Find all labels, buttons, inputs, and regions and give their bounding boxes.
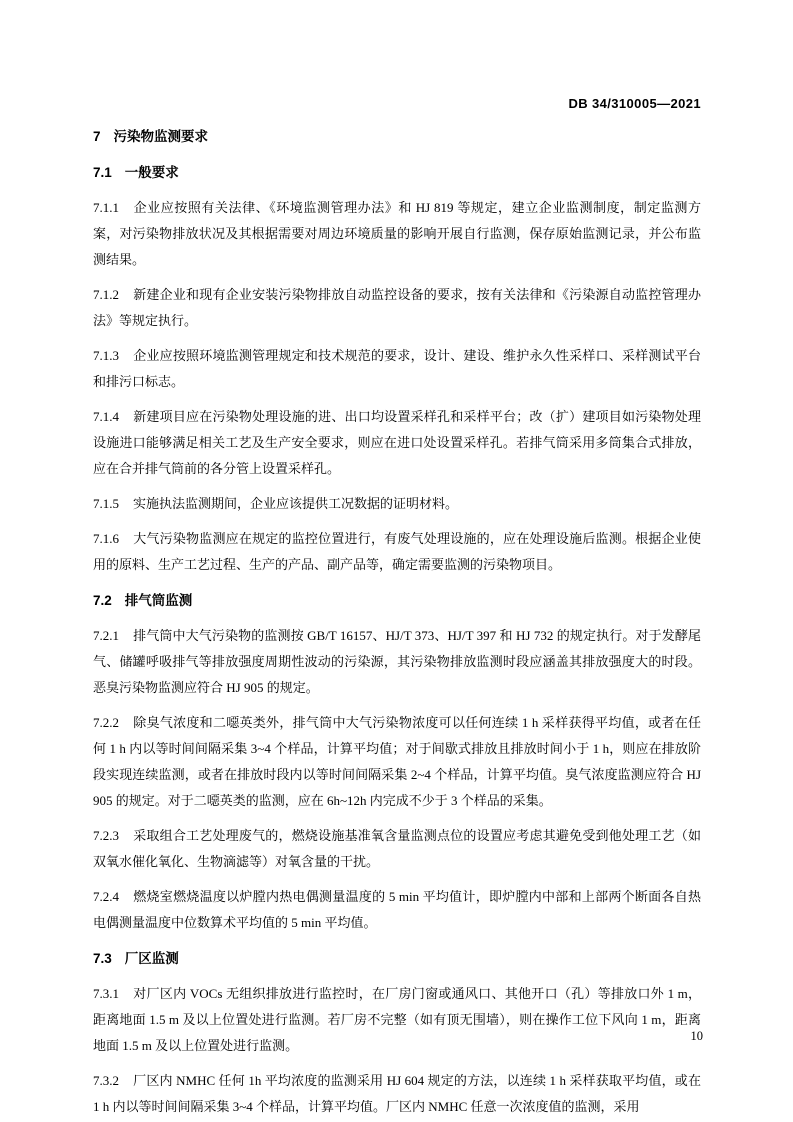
clause-text: 采取组合工艺处理废气的，燃烧设施基准氧含量监测点位的设置应考虑其避免受到他处理工艺（如双氧水催化氧化、生物滴滤等）对氧含量的干扰。 (93, 828, 701, 869)
clause-number: 7.2.3 (93, 828, 119, 843)
clause-number: 7.1.1 (93, 200, 119, 215)
clause-text: 大气污染物监测应在规定的监控位置进行，有废气处理设施的，应在处理设施后监测。根据企业使用的原料、生产工艺过程、生产的产品、副产品等，确定需要监测的污染物项目。 (93, 531, 701, 572)
section-heading-7-3 (93, 946, 701, 972)
section-number: 7.1 (93, 165, 112, 180)
clause-text: 新建企业和现有企业安装污染物排放自动监控设备的要求，按有关法律和《污染源自动监控管理办法》等规定执行。 (93, 287, 701, 328)
clause-7-3-1 (93, 981, 701, 1059)
page-number: 10 (690, 1029, 703, 1043)
section-title: 排气筒监测 (124, 593, 193, 608)
clause-number: 7.1.5 (93, 496, 119, 511)
clause-text: 排气筒中大气污染物的监测按 GB/T 16157、HJ/T 373、HJ/T 397 和 HJ 732 的规定执行。对于发酵尾气、储罐呼吸排气等排放强度周期性波动的污染源，其污染物排放监测时段应涵盖其排放强度大的时段。恶臭污染物监测应符合 HJ 905 的规定。 (93, 628, 701, 695)
clause-number: 7.1.3 (93, 348, 119, 363)
clause-7-2-2 (93, 710, 701, 814)
section-heading-7-1 (93, 160, 701, 186)
clause-7-1-4 (93, 404, 701, 482)
clause-text: 实施执法监测期间，企业应该提供工况数据的证明材料。 (133, 496, 459, 511)
chapter-heading-7 (93, 124, 701, 150)
clause-number: 7.3.1 (93, 986, 119, 1001)
clause-text: 企业应按照环境监测管理规定和技术规范的要求，设计、建设、维护永久性采样口、采样测试平台和排污口标志。 (93, 348, 701, 389)
clause-text: 新建项目应在污染物处理设施的进、出口均设置采样孔和采样平台；改（扩）建项目如污染物处理设施进口能够满足相关工艺及生产安全要求，则应在进口处设置采样孔。若排气筒采用多筒集合式排放，应在合并排气筒前的各分管上设置采样孔。 (93, 409, 701, 476)
clause-7-2-1 (93, 623, 701, 701)
section-number: 7.2 (93, 593, 112, 608)
clause-7-3-2 (93, 1068, 701, 1120)
document-header (93, 96, 701, 112)
chapter-number: 7 (93, 129, 101, 144)
clause-number: 7.2.4 (93, 889, 119, 904)
page-footer (691, 1028, 704, 1044)
clause-7-1-2 (93, 282, 701, 334)
clause-number: 7.2.2 (93, 715, 119, 730)
section-title: 厂区监测 (124, 951, 179, 966)
clause-number: 7.3.2 (93, 1073, 119, 1088)
clause-7-2-3 (93, 823, 701, 875)
clause-number: 7.1.6 (93, 531, 119, 546)
clause-text: 企业应按照有关法律、《环境监测管理办法》和 HJ 819 等规定，建立企业监测制度，制定监测方案，对污染物排放状况及其根据需要对周边环境质量的影响开展自行监测，保存原始监测记录，并公布监测结果。 (93, 200, 701, 267)
clause-text: 厂区内 NMHC 任何 1h 平均浓度的监测采用 HJ 604 规定的方法，以连续 1 h 采样获取平均值，或在 1 h 内以等时间间隔采集 3~4 个样品，计算平均值。厂区内 NMHC 任意一次浓度值的监测，采用 (93, 1073, 701, 1114)
clause-7-1-6 (93, 526, 701, 578)
standard-number: DB 34/310005—2021 (568, 96, 701, 111)
clause-text: 除臭气浓度和二噁英类外，排气筒中大气污染物浓度可以任何连续 1 h 采样获得平均值，或者在任何 1 h 内以等时间间隔采集 3~4 个样品，计算平均值；对于间歇式排放且排放时间小于 1 h，则应在排放阶段实现连续监测，或者在排放时段内以等时间间隔采集 2~4 个样品，计算平均值。臭气浓度监测应符合 HJ 905 的规定。对于二噁英类的监测，应在 6h~12h 内完成不少于 3 个样品的采集。 (93, 715, 701, 808)
clause-text: 燃烧室燃烧温度以炉膛内热电偶测量温度的 5 min 平均值计，即炉膛内中部和上部两个断面各自热电偶测量温度中位数算术平均值的 5 min 平均值。 (93, 889, 701, 930)
clause-7-1-5 (93, 491, 701, 517)
section-number: 7.3 (93, 951, 112, 966)
clause-7-2-4 (93, 884, 701, 936)
clause-number: 7.1.4 (93, 409, 119, 424)
chapter-title: 污染物监测要求 (113, 129, 209, 144)
clause-number: 7.1.2 (93, 287, 119, 302)
section-title: 一般要求 (124, 165, 179, 180)
clause-number: 7.2.1 (93, 628, 119, 643)
clause-7-1-1 (93, 195, 701, 273)
section-heading-7-2 (93, 588, 701, 614)
clause-7-1-3 (93, 343, 701, 395)
clause-text: 对厂区内 VOCs 无组织排放进行监控时，在厂房门窗或通风口、其他开口（孔）等排放口外 1 m，距离地面 1.5 m 及以上位置处进行监测。若厂房不完整（如有顶无围墙），则在操作工位下风向 1 m，距离地面 1.5 m 及以上位置处进行监测。 (93, 986, 701, 1053)
